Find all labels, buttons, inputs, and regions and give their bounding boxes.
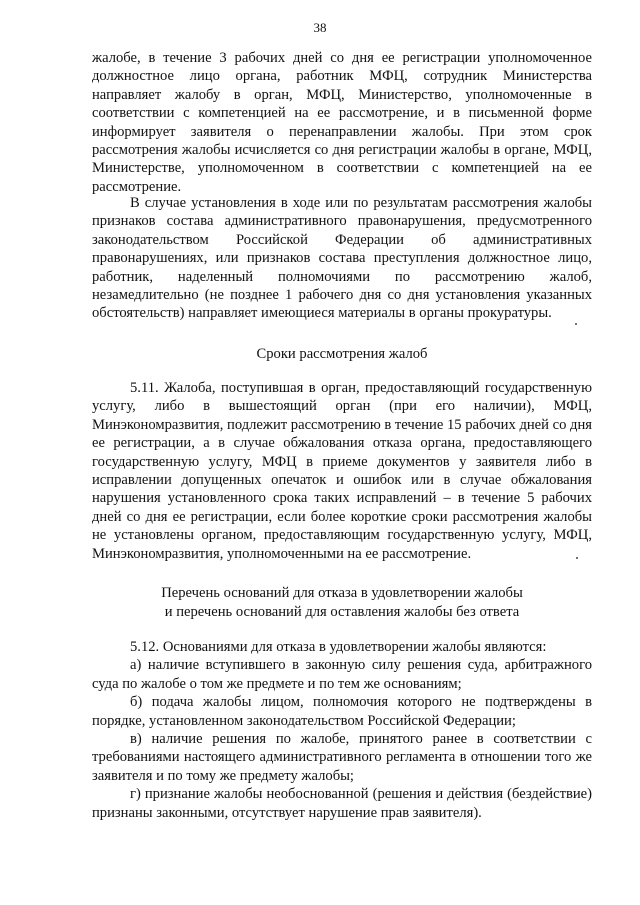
list-item-g: г) признание жалобы необоснованной (решения и действия (бездействие) признаны законными, отсутствует нарушение прав заявителя). <box>92 786 592 821</box>
heading-line: Перечень оснований для отказа в удовлетворении жалобы <box>161 585 523 601</box>
paragraph-text: 5.11. Жалоба, поступившая в орган, предоставляющий государственную услугу, либо в вышестоящий орган (при его наличии), МФЦ, Минэкономразвития, подлежит рассмотрению в течение 15 рабочих дней со дня ее регистрации, а в случае обжалования отказа органа, предоставляющего государственную услугу, МФЦ в приеме документов у заявителя либо в исправлении допущенных опечаток и ошибок или в случае обжалования нарушения установленного срока таких исправлений – в течение 5 рабочих дней со дня ее регистрации, если более короткие сроки рассмотрения жалобы не установлены органом, предоставляющим государственную услугу, МФЦ, Минэкономразвития, уполномоченными на ее рассмотрение. <box>92 380 592 562</box>
section-heading-refusal-grounds <box>92 584 592 622</box>
heading-line: и перечень оснований для оставления жалобы без ответа <box>164 604 520 620</box>
paragraph-prosecutor-referral <box>92 194 592 323</box>
paragraph-5-11 <box>92 379 592 563</box>
list-item-a: а) наличие вступившего в законную силу решения суда, арбитражного суда по жалобе о том же предмете и по тем же основаниям; <box>92 657 592 692</box>
page-number: 38 <box>313 20 327 35</box>
scan-speck <box>575 323 577 325</box>
section-heading-review-terms: Сроки рассмотрения жалоб <box>256 346 428 362</box>
scan-speck <box>576 557 578 559</box>
list-item-b: б) подача жалобы лицом, полномочия которого не подтверждены в порядке, установленном законодательством Российской Федерации; <box>92 694 592 729</box>
paragraph-text: жалобе, в течение 3 рабочих дней со дня ее регистрации уполномоченное должностное лицо органа, работник МФЦ, сотрудник Министерства направляет жалобу в орган, МФЦ, Министерство, уполномоченные в соответствии с компетенцией на ее рассмотрение, и в письменной форме информирует заявителя о перенаправлении жалобы. При этом срок рассмотрения жалобы исчисляется со дня регистрации жалобы в органе, МФЦ, Министерстве, уполномоченном в соответствии с компетенцией на ее рассмотрение. <box>92 50 592 195</box>
paragraph-5-12-list <box>92 638 592 822</box>
paragraph-complaint-forwarding <box>92 49 592 196</box>
paragraph-text: В случае установления в ходе или по результатам рассмотрения жалобы признаков состава административного правонарушения, предусмотренного законодательством Российской Федерации об административных правонарушениях, или признаков состава преступления должностное лицо, работник, наделенный полномочиями по рассмотрению жалоб, незамедлительно (не позднее 1 рабочего дня со дня установления указанных обстоятельств) направляет имеющиеся материалы в органы прокуратуры. <box>92 195 592 322</box>
paragraph-text: 5.12. Основаниями для отказа в удовлетворении жалобы являются: <box>130 639 547 655</box>
list-item-v: в) наличие решения по жалобе, принятого ранее в соответствии с требованиями настоящего административного регламента в отношении того же заявителя и по тому же предмету жалобы; <box>92 731 592 784</box>
